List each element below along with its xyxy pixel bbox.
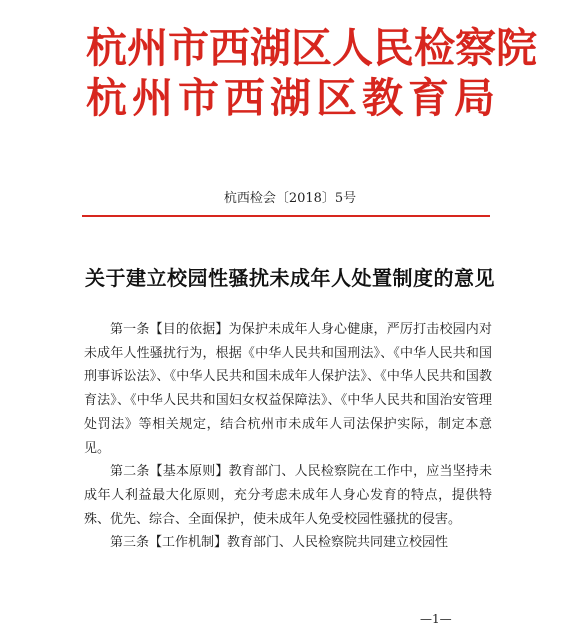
article-3-text: 教育部门、人民检察院共同建立校园性 (227, 535, 449, 551)
issuer-line-education-bureau: 杭州市西湖区教育局 (86, 74, 500, 122)
page-number: —1— (420, 612, 452, 626)
document-number: 杭西检会〔2018〕5号 (223, 191, 357, 206)
issuer-header (86, 24, 537, 128)
article-3 (84, 531, 492, 555)
article-2 (84, 460, 492, 531)
issuer-line-procuratorate: 杭州市西湖区人民检察院 (86, 24, 537, 72)
article-1-text: 为保护未成年人身心健康，严厉打击校园内对未成年人性骚扰行为，根据《中华人民共和国刑法》、《中华人民共和国刑事诉讼法》、《中华人民共和国未成年人保护法》、《中华人民共和国教育法》、《中华人民共和国妇女权益保障法》、《中华人民共和国治安管理处罚法》等相关规定，结合杭州市未成年人司法保护实际，制定本意见。 (84, 322, 492, 456)
article-2-heading: 第二条【基本原则】 (110, 464, 229, 480)
document-body (84, 318, 492, 555)
article-3-heading: 第三条【工作机制】 (110, 535, 228, 551)
article-1 (84, 318, 492, 460)
red-divider (82, 215, 490, 217)
article-1-heading: 第一条【目的依据】 (110, 322, 229, 337)
document-title: 关于建立校园性骚扰未成年人处置制度的意见 (85, 266, 495, 290)
article-2-text: 教育部门、人民检察院在工作中，应当坚持未成年人利益最大化原则，充分考虑未成年人身心发育的特点，提供特殊、优先、综合、全面保护，使未成年人免受校园性骚扰的侵害。 (84, 464, 492, 527)
